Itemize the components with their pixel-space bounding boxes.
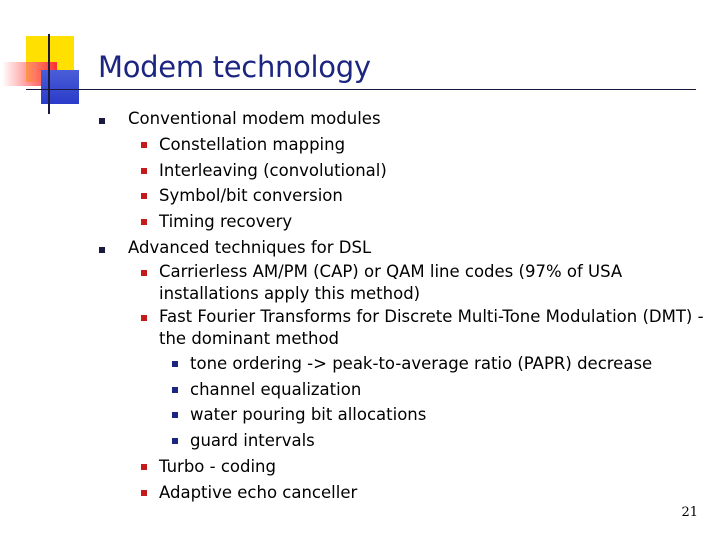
sub-bullet-fft [0,306,720,351]
bullet-text: Timing recovery [159,212,293,232]
square-bullet-icon [141,142,147,148]
square-bullet-icon [172,412,178,418]
bullet-text: Conventional modem modules [128,109,381,128]
bullet-text: Constellation mapping [159,134,346,154]
bullet-text: Interleaving (convolutional) [159,160,387,180]
sub-sub-bullet [0,377,720,403]
square-bullet-icon [141,193,147,199]
square-bullet-icon [141,270,147,276]
sub-bullet-cap-qam [0,261,720,306]
square-bullet-icon [141,168,147,174]
bullet-text: Adaptive echo canceller [159,482,358,502]
sub-sub-bullet [0,402,720,428]
sub-bullet [0,209,720,235]
sub-bullet [0,183,720,209]
square-bullet-icon [99,118,105,124]
square-bullet-icon [172,361,178,367]
square-bullet-icon [172,387,178,393]
title-underline [26,89,696,90]
bullet-text: Advanced techniques for DSL [128,237,372,257]
sub-bullet [0,454,720,480]
square-bullet-icon [141,464,147,470]
decor-vertical-line [48,34,50,114]
bullet-text: water pouring bit allocations [190,405,427,425]
bullet-conventional [0,106,720,132]
square-bullet-icon [141,219,147,225]
square-bullet-icon [172,438,178,444]
bullet-text: Symbol/bit conversion [159,186,343,206]
bullet-text-line: the dominant method [159,329,340,349]
bullet-text: channel equalization [190,379,362,399]
bullet-text: tone ordering -> peak-to-average ratio (PAPR) decrease [190,353,653,373]
sub-bullet [0,480,720,506]
slide-body [0,106,720,506]
slide-title: Modem technology [98,50,371,84]
sub-bullet [0,132,720,158]
square-bullet-icon [141,315,147,321]
bullet-text: guard intervals [190,431,315,451]
bullet-text-line: Fast Fourier Transforms for Discrete Multi-Tone Modulation (DMT) - [159,306,704,326]
decor-blue-square [41,70,79,104]
sub-bullet [0,158,720,184]
bullet-text-line: Carrierless AM/PM (CAP) or QAM line codes (97% of USA [159,261,623,281]
square-bullet-icon [141,490,147,496]
sub-sub-bullet [0,351,720,377]
bullet-advanced [0,235,720,261]
bullet-text-line: installations apply this method) [159,284,421,304]
sub-sub-bullet [0,428,720,454]
square-bullet-icon [99,247,105,253]
page-number: 21 [681,505,698,520]
bullet-text: Turbo - coding [159,456,276,476]
